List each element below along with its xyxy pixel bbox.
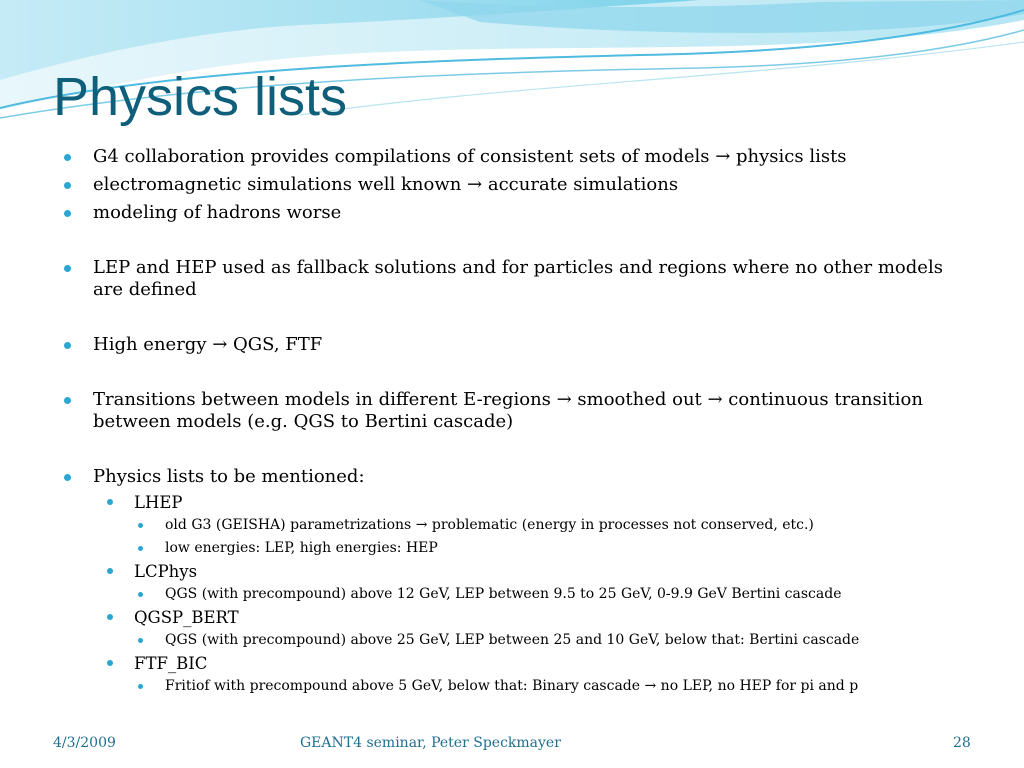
bullet-text: electromagnetic simulations well known → accurate simulations [93, 174, 679, 195]
bullet-text: G4 collaboration provides compilations of consistent sets of models → physics lists [93, 146, 847, 167]
sub-sub-bullet-item [60, 675, 960, 698]
bullet-text: LEP and HEP used as fallback solutions and for particles and regions where no other models are defined [93, 257, 943, 300]
bullet-dot-icon [107, 614, 113, 620]
bullet-dot-icon [107, 499, 113, 505]
bullet-item [60, 389, 960, 433]
bullet-dot-icon [64, 265, 71, 272]
bullet-text: LCPhys [134, 562, 198, 581]
bullet-dot-icon [107, 568, 113, 574]
bullet-dot-icon [138, 592, 143, 597]
footer-date: 4/3/2009 [53, 735, 116, 751]
sub-sub-bullet-item [60, 514, 960, 537]
sub-bullet-item [60, 652, 960, 675]
bullet-text: old G3 (GEISHA) parametrizations → problematic (energy in processes not conserved, etc.) [165, 517, 814, 533]
sub-sub-bullet-item [60, 583, 960, 606]
bullet-dot-icon [64, 154, 71, 161]
bullet-text: High energy → QGS, FTF [93, 334, 323, 355]
sub-sub-bullet-item [60, 629, 960, 652]
footer-title: GEANT4 seminar, Peter Speckmayer [300, 735, 561, 751]
bullet-dot-icon [107, 660, 113, 666]
bullet-item [60, 466, 960, 488]
bullet-text: Fritiof with precompound above 5 GeV, below that: Binary cascade → no LEP, no HEP for pi and p [165, 678, 859, 694]
bullet-text: QGSP_BERT [134, 608, 239, 627]
bullet-dot-icon [64, 397, 71, 404]
bullet-text: low energies: LEP, high energies: HEP [165, 540, 438, 556]
slide-title: Physics lists [53, 67, 348, 127]
bullet-item [60, 257, 960, 301]
bullet-text: QGS (with precompound) above 12 GeV, LEP between 9.5 to 25 GeV, 0-9.9 GeV Bertini cascade [165, 586, 842, 602]
bullet-item [60, 146, 960, 168]
sub-bullet-item [60, 491, 960, 514]
bullet-dot-icon [138, 684, 143, 689]
bullet-item [60, 334, 960, 356]
sub-bullet-item [60, 606, 960, 629]
sub-bullet-item [60, 560, 960, 583]
bullet-text: Physics lists to be mentioned: [93, 466, 365, 487]
bullet-text: QGS (with precompound) above 25 GeV, LEP between 25 and 10 GeV, below that: Bertini cascade [165, 632, 860, 648]
bullet-item [60, 202, 960, 224]
page-number: 28 [953, 735, 971, 751]
sub-sub-bullet-item [60, 537, 960, 560]
bullet-dot-icon [138, 638, 143, 643]
bullet-dot-icon [64, 182, 71, 189]
bullet-item [60, 174, 960, 196]
bullet-list [60, 146, 960, 698]
bullet-dot-icon [64, 210, 71, 217]
bullet-text: Transitions between models in different E-regions → smoothed out → continuous transition between models (e.g. QGS to Bertini cascade) [93, 389, 923, 432]
bullet-text: FTF_BIC [134, 654, 208, 673]
bullet-dot-icon [64, 474, 71, 481]
bullet-dot-icon [138, 546, 143, 551]
bullet-text: LHEP [134, 493, 183, 512]
bullet-dot-icon [138, 523, 143, 528]
bullet-dot-icon [64, 342, 71, 349]
bullet-text: modeling of hadrons worse [93, 202, 342, 223]
